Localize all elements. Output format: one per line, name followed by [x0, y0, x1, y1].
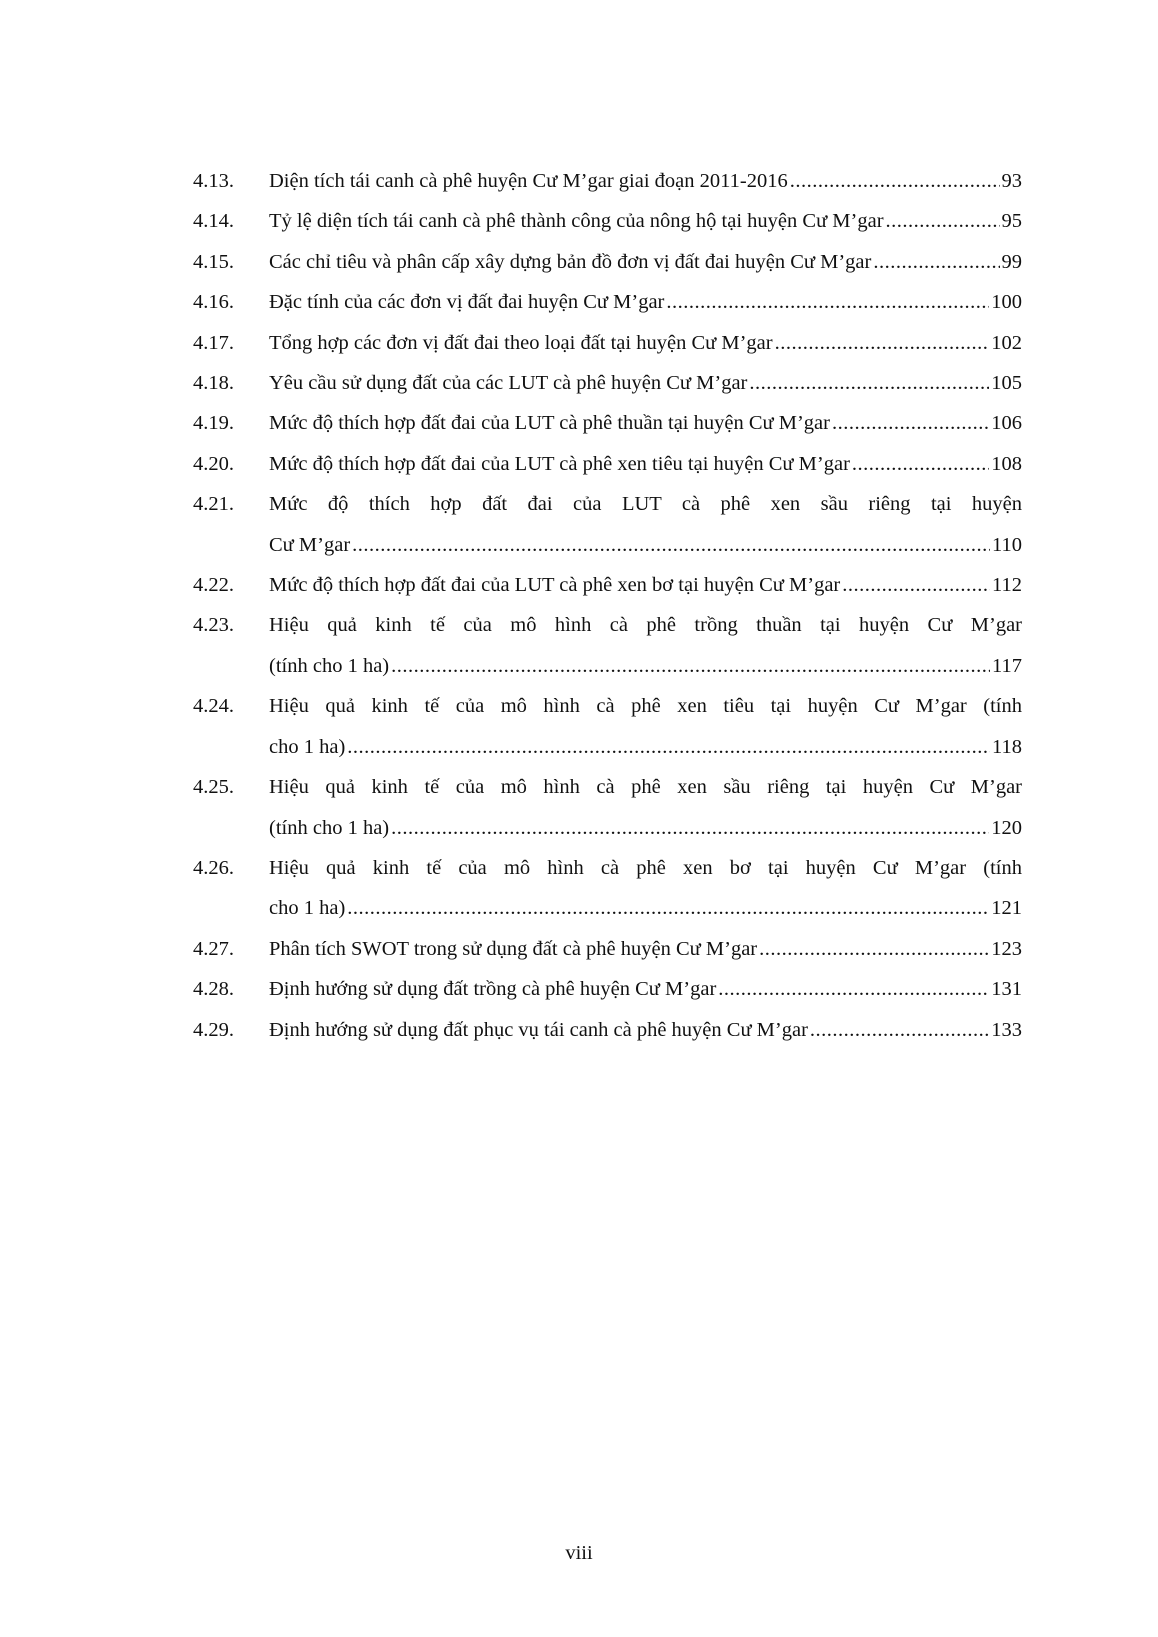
toc-entry-line-last — [269, 888, 1022, 928]
dot-leader — [391, 808, 989, 848]
toc-entry-title: Hiệu quả kinh tế của mô hình cà phê xen tiêu tại huyện Cư M’gar (tính — [269, 695, 1022, 718]
dot-leader — [666, 282, 989, 322]
toc-entry-number: 4.22. — [193, 574, 234, 597]
toc-entry-line-last — [269, 201, 1022, 241]
toc-entry-line-last — [269, 444, 1022, 484]
toc-entry-line — [269, 484, 1022, 524]
toc-entry-title: (tính cho 1 ha) — [269, 654, 390, 677]
toc-entry-line-last — [269, 363, 1022, 403]
toc-entry-page: 100 — [991, 291, 1022, 314]
toc-entry — [193, 363, 1022, 403]
toc-entry-number: 4.18. — [193, 372, 234, 395]
dot-leader — [832, 403, 989, 443]
toc-entry-title: cho 1 ha) — [269, 897, 346, 920]
toc-entry-line-last — [269, 242, 1022, 282]
toc-entry-body — [269, 767, 1022, 848]
toc-entry-page: 133 — [991, 1018, 1022, 1041]
toc-entry — [193, 605, 1022, 686]
toc-entry-page: 121 — [991, 897, 1022, 920]
toc-entry-title: Định hướng sử dụng đất trồng cà phê huyện Cư M’gar — [269, 978, 717, 1001]
toc-entry-page: 112 — [992, 574, 1022, 597]
toc-entry-body — [269, 929, 1022, 969]
toc-entry-line-last — [269, 525, 1022, 565]
toc-entry-title: Mức độ thích hợp đất đai của LUT cà phê xen tiêu tại huyện Cư M’gar — [269, 452, 850, 475]
toc-entry-page: 93 — [1001, 170, 1022, 192]
toc-entry — [193, 444, 1022, 484]
toc-entry-title: Mức độ thích hợp đất đai của LUT cà phê xen bơ tại huyện Cư M’gar — [269, 574, 841, 597]
toc-entry-title: cho 1 ha) — [269, 735, 346, 758]
toc-entry-body — [269, 282, 1022, 322]
toc-entry — [193, 848, 1022, 929]
toc-entry-line-last — [269, 646, 1022, 686]
toc-entry-page: 123 — [991, 937, 1022, 960]
toc-entry-body — [269, 969, 1022, 1009]
toc-entry-body — [269, 323, 1022, 363]
dot-leader — [352, 525, 990, 565]
toc-entry-title: Hiệu quả kinh tế của mô hình cà phê xen bơ tại huyện Cư M’gar (tính — [269, 856, 1022, 879]
toc-entry-page: 106 — [991, 412, 1022, 435]
toc-entry-number: 4.25. — [193, 776, 234, 799]
toc-entry-title: Hiệu quả kinh tế của mô hình cà phê xen sầu riêng tại huyện Cư M’gar — [269, 776, 1022, 799]
toc-entry-title: Mức độ thích hợp đất đai của LUT cà phê xen sầu riêng tại huyện — [269, 493, 1022, 516]
toc-entry — [193, 161, 1022, 201]
toc-entry-title: Tổng hợp các đơn vị đất đai theo loại đất tại huyện Cư M’gar — [269, 331, 773, 354]
toc-entry-line-last — [269, 323, 1022, 363]
toc-entry-line-last — [269, 565, 1022, 605]
toc-entry-line-last — [269, 282, 1022, 322]
toc-entry-number: 4.26. — [193, 856, 234, 879]
toc-entry-title: Cư M’gar — [269, 533, 351, 556]
toc-entry-number: 4.21. — [193, 493, 234, 516]
toc-entry-body — [269, 201, 1022, 241]
toc-entry-page: 110 — [992, 533, 1022, 556]
toc-entry-line-last — [269, 1010, 1022, 1050]
toc-entry-title: Hiệu quả kinh tế của mô hình cà phê trồng thuần tại huyện Cư M’gar — [269, 614, 1022, 637]
toc-entry-page: 95 — [1001, 210, 1022, 233]
dot-leader — [886, 201, 1000, 241]
toc-entry-line-last — [269, 929, 1022, 969]
toc-entry — [193, 969, 1022, 1009]
toc-entry-body — [269, 848, 1022, 929]
dot-leader — [718, 969, 989, 1009]
toc-entry-title: Các chỉ tiêu và phân cấp xây dựng bản đồ đơn vị đất đai huyện Cư M’gar — [269, 250, 872, 273]
dot-leader — [810, 1010, 989, 1050]
dot-leader — [347, 888, 989, 928]
dot-leader — [749, 363, 989, 403]
dot-leader — [759, 929, 989, 969]
toc-entry-page: 117 — [992, 654, 1022, 677]
dot-leader — [842, 565, 990, 605]
toc-entry — [193, 484, 1022, 565]
toc-entry-number: 4.16. — [193, 291, 234, 314]
toc-entry-page: 120 — [991, 816, 1022, 839]
toc-entry-line-last — [269, 403, 1022, 443]
toc-entry-body — [269, 605, 1022, 686]
toc-entry-page: 118 — [992, 735, 1022, 758]
toc-entry-page: 131 — [991, 978, 1022, 1001]
toc-entry-body — [269, 403, 1022, 443]
toc-entry — [193, 403, 1022, 443]
toc-entry-title: Mức độ thích hợp đất đai của LUT cà phê thuần tại huyện Cư M’gar — [269, 412, 830, 435]
toc-entry — [193, 201, 1022, 241]
page-number-footer: viii — [565, 1542, 593, 1564]
toc-entry-number: 4.13. — [193, 170, 234, 192]
dot-leader — [790, 161, 1000, 201]
toc-entry-body — [269, 444, 1022, 484]
toc-entry-page: 102 — [991, 331, 1022, 354]
toc-entry-number: 4.29. — [193, 1018, 234, 1041]
toc-entry — [193, 686, 1022, 767]
toc-entry-number: 4.27. — [193, 937, 234, 960]
toc-entry-body — [269, 242, 1022, 282]
toc-entry — [193, 767, 1022, 848]
toc-entry-line — [269, 686, 1022, 726]
toc-entry-title: Yêu cầu sử dụng đất của các LUT cà phê huyện Cư M’gar — [269, 372, 748, 395]
toc-entry — [193, 282, 1022, 322]
toc-entry-page: 105 — [991, 372, 1022, 395]
toc-entry-body — [269, 484, 1022, 565]
toc-entry-number: 4.14. — [193, 210, 234, 233]
table-of-tables-list — [193, 161, 1022, 1050]
toc-entry — [193, 323, 1022, 363]
toc-entry-number: 4.24. — [193, 695, 234, 718]
toc-entry-line — [269, 767, 1022, 807]
toc-entry-title: Diện tích tái canh cà phê huyện Cư M’gar giai đoạn 2011-2016 — [269, 170, 788, 192]
toc-entry-body — [269, 686, 1022, 767]
toc-entry-number: 4.23. — [193, 614, 234, 637]
toc-entry-title: (tính cho 1 ha) — [269, 816, 390, 839]
toc-entry-page: 108 — [991, 452, 1022, 475]
toc-entry — [193, 929, 1022, 969]
toc-entry-title: Định hướng sử dụng đất phục vụ tái canh cà phê huyện Cư M’gar — [269, 1018, 808, 1041]
toc-entry-number: 4.20. — [193, 452, 234, 475]
toc-entry-line-last — [269, 727, 1022, 767]
toc-entry-title: Phân tích SWOT trong sử dụng đất cà phê huyện Cư M’gar — [269, 937, 758, 960]
toc-entry — [193, 242, 1022, 282]
toc-entry-line-last — [269, 808, 1022, 848]
dot-leader — [852, 444, 989, 484]
toc-entry-line-last — [269, 161, 1022, 201]
toc-entry — [193, 565, 1022, 605]
toc-entry-line — [269, 605, 1022, 645]
toc-entry-body — [269, 363, 1022, 403]
dot-leader — [775, 323, 990, 363]
dot-leader — [873, 242, 999, 282]
toc-entry-number: 4.15. — [193, 250, 234, 273]
toc-entry-page: 99 — [1001, 250, 1022, 273]
toc-entry-number: 4.17. — [193, 331, 234, 354]
dot-leader — [347, 727, 990, 767]
dot-leader — [391, 646, 990, 686]
toc-entry-title: Đặc tính của các đơn vị đất đai huyện Cư M’gar — [269, 291, 665, 314]
toc-entry-body — [269, 161, 1022, 201]
toc-entry-title: Tỷ lệ diện tích tái canh cà phê thành công của nông hộ tại huyện Cư M’gar — [269, 210, 884, 233]
toc-entry-body — [269, 1010, 1022, 1050]
toc-entry — [193, 1010, 1022, 1050]
toc-entry-line-last — [269, 969, 1022, 1009]
toc-entry-number: 4.19. — [193, 412, 234, 435]
toc-entry-body — [269, 565, 1022, 605]
toc-entry-number: 4.28. — [193, 978, 234, 1001]
toc-entry-line — [269, 848, 1022, 888]
